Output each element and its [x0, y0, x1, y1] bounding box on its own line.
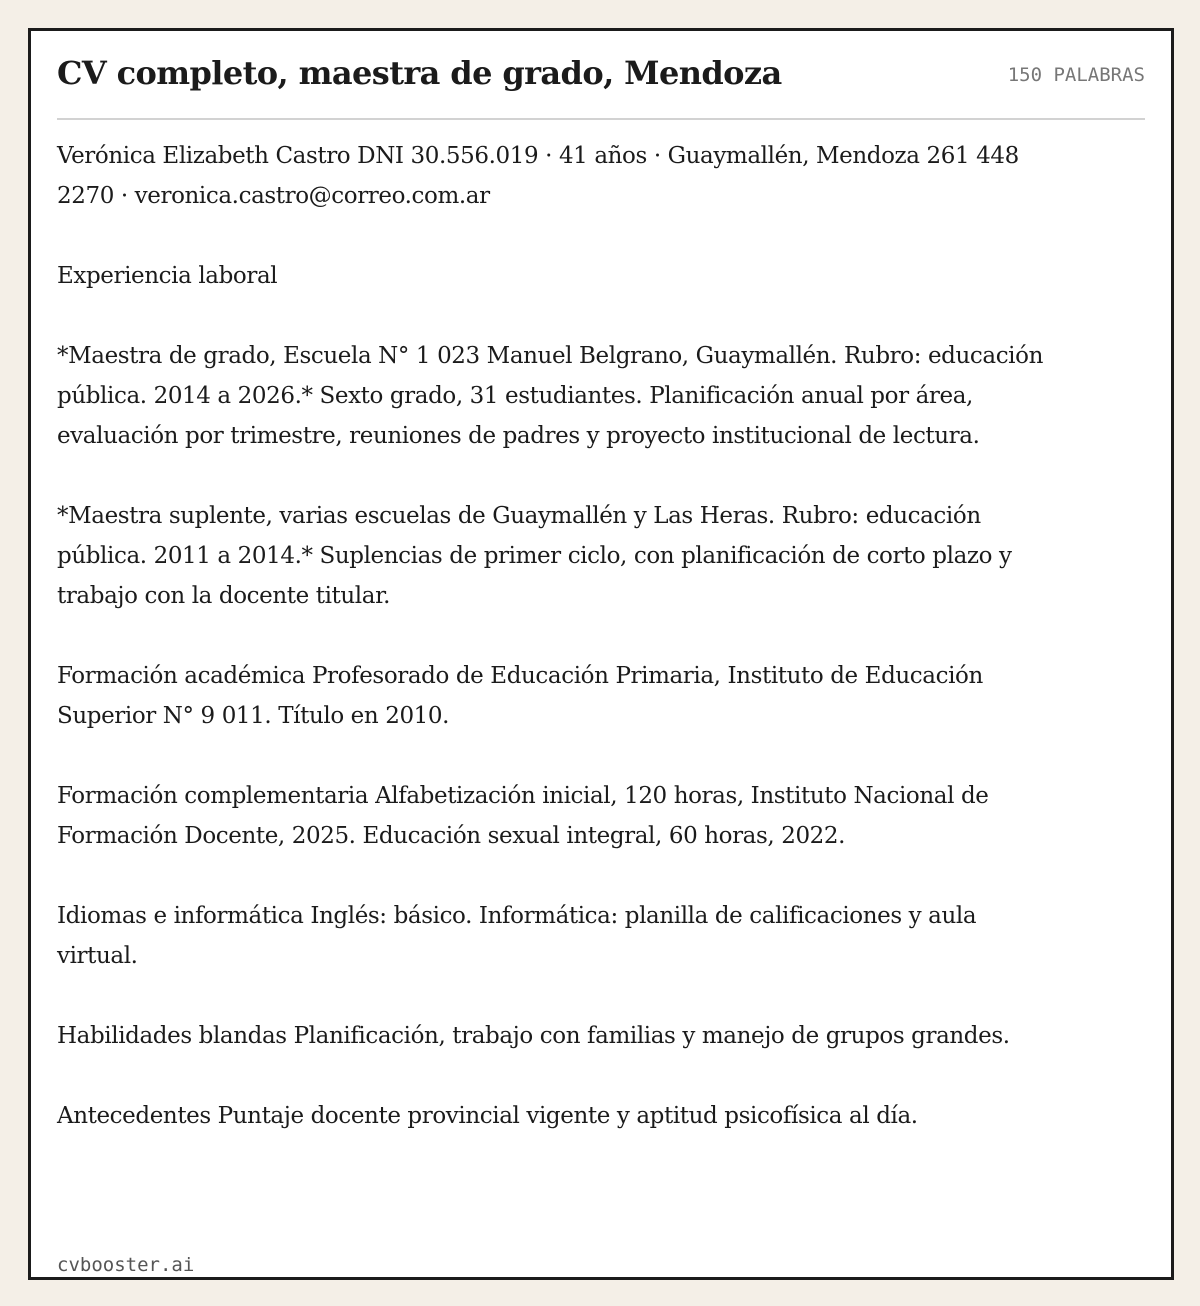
background-paragraph: Antecedentes Puntaje docente provincial vigente y aptitud psicofísica al día. — [57, 1103, 918, 1129]
cv-card — [28, 28, 1174, 1280]
cv-body — [57, 136, 1057, 1176]
card-header — [57, 31, 1145, 120]
complementary-training-paragraph: Formación complementaria Alfabetización inicial, 120 horas, Instituto Nacional de Formación Docente, 2025. Educación sexual integral, 60 horas, 2022. — [57, 783, 989, 849]
contact-paragraph: Verónica Elizabeth Castro DNI 30.556.019 · 41 años · Guaymallén, Mendoza 261 448 2270 · veronica.castro@correo.com.ar — [57, 143, 1019, 209]
experience-entry: *Maestra suplente, varias escuelas de Guaymallén y Las Heras. Rubro: educación pública. 2011 a 2014.* Suplencias de primer ciclo, con planificación de corto plazo y trabajo con la docente titular. — [57, 503, 1012, 609]
page-title: CV completo, maestra de grado, Mendoza — [57, 54, 782, 92]
word-count-badge: 150 PALABRAS — [1007, 64, 1145, 86]
experience-entry: *Maestra de grado, Escuela N° 1 023 Manuel Belgrano, Guaymallén. Rubro: educación pública. 2014 a 2026.* Sexto grado, 31 estudiantes. Planificación anual por área, evaluación por trimestre, reuniones de padres y proyecto institucional de lectura. — [57, 343, 1043, 449]
footer-brand: cvbooster.ai — [57, 1254, 195, 1276]
soft-skills-paragraph: Habilidades blandas Planificación, trabajo con familias y manejo de grupos grandes. — [57, 1023, 1010, 1049]
section-heading-experience: Experiencia laboral — [57, 263, 278, 289]
education-paragraph: Formación académica Profesorado de Educación Primaria, Instituto de Educación Superior N° 9 011. Título en 2010. — [57, 663, 983, 729]
languages-it-paragraph: Idiomas e informática Inglés: básico. Informática: planilla de calificaciones y aula virtual. — [57, 903, 977, 969]
